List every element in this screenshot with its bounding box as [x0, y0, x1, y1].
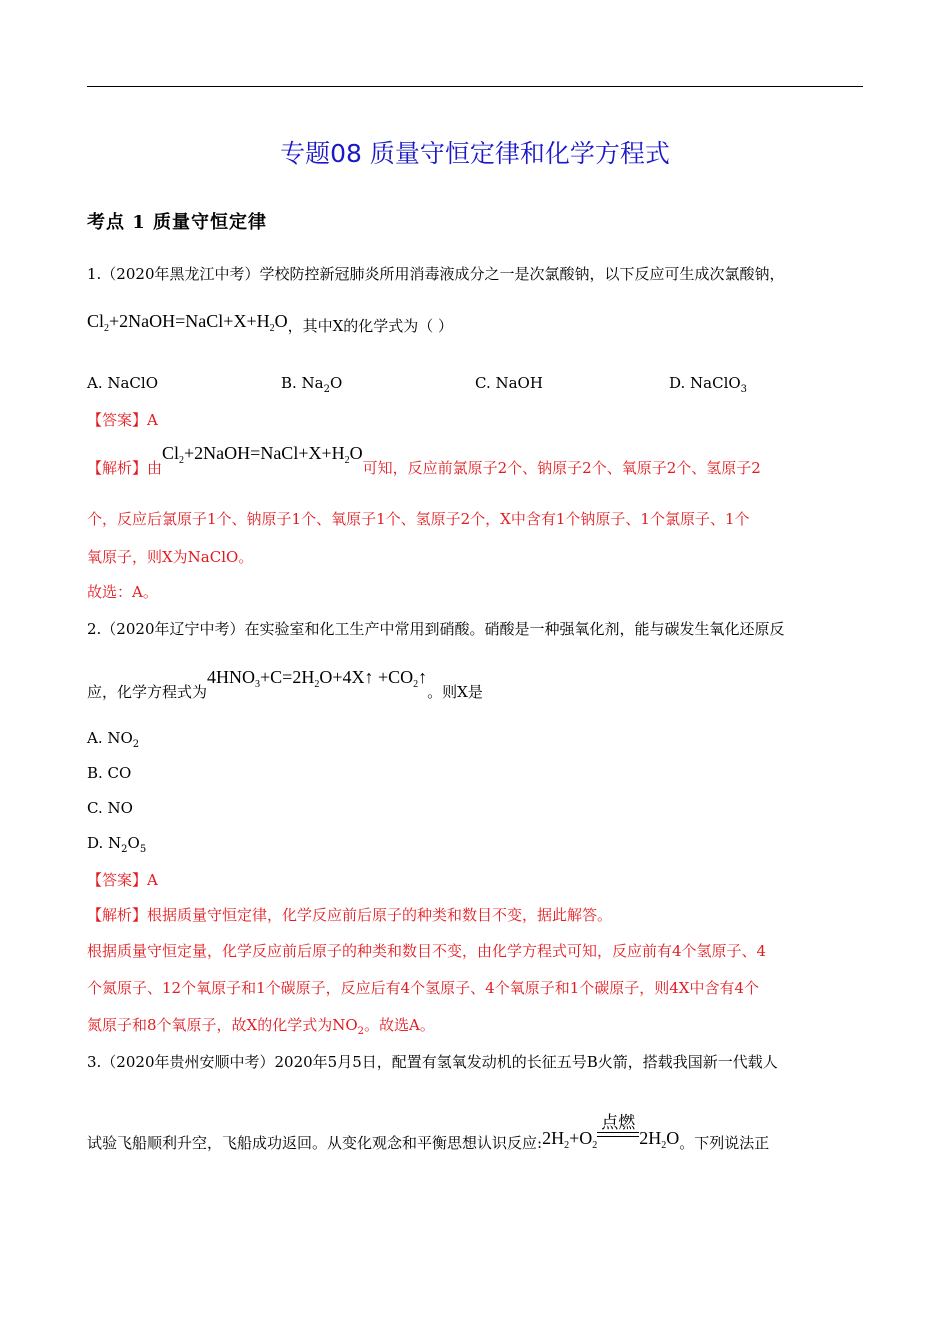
q2-option-a: A. $NO_2$: [87, 729, 140, 750]
section-heading: 考点 1 质量守恒定律: [87, 212, 268, 233]
page-title: 专题08 质量守恒定律和化学方程式: [280, 139, 670, 168]
q1-answer: 【答案】A: [87, 411, 158, 429]
q1-equation-line: $Cl_2+2NaOH=NaCl+X+H_2O$，其中X的化学式为（ ）: [87, 311, 454, 335]
q1-option-b: B. $Na_2O$: [281, 374, 343, 395]
q1-option-a: A. NaClO: [87, 374, 159, 392]
q3-stem-line2: 试验飞船顺利升空，飞船成功返回。从变化观念和平衡思想认识反应$:2H_2+O_2$ 点燃 $2H_2O$。下列说法正: [87, 1112, 770, 1152]
q2-option-d: D. $N_2O_5$: [87, 834, 147, 855]
q2-analysis-line3: 个氮原子、12个氧原子和1个碳原子，反应后有4个氢原子、4个氧原子和1个碳原子，则4X中含有4个: [87, 979, 760, 997]
q3-equation: $2H_2+O_2$ 点燃 $2H_2O$: [542, 1112, 680, 1151]
q1-analysis-equation: $Cl_2+2NaOH=NaCl+X+H_2O$: [162, 443, 363, 466]
reaction-condition: 点燃: [597, 1130, 639, 1150]
q2-answer: 【答案】A: [87, 871, 158, 889]
q2-analysis-line4: 氮原子和8个氧原子，故X的化学式为$NO_2$。故选A。: [87, 1016, 435, 1037]
q1-analysis-line2: 个，反应后氯原子1个、钠原子1个、氧原子1个、氢原子2个，X中含有1个钠原子、1个氯原子、1个: [87, 510, 750, 528]
q2-analysis-line2: 根据质量守恒定量，化学反应前后原子的种类和数目不变，由化学方程式可知，反应前有4个氢原子、4: [87, 942, 767, 960]
q1-option-c: C. NaOH: [475, 374, 543, 392]
q1-analysis-line3: 氧原子，则X为NaClO。: [87, 548, 254, 566]
q2-equation: $4HNO_3+C=2H_2O+4X↑$ $+CO_2↑$: [207, 667, 428, 690]
q2-analysis-line1: 【解析】根据质量守恒定律，化学反应前后原子的种类和数目不变，据此解答。: [87, 906, 613, 924]
q1-stem: 1.（2020年黑龙江中考）学校防控新冠肺炎所用消毒液成分之一是次氯酸钠，以下反应可生成次氯酸钠，: [87, 265, 785, 283]
q3-stem: 3.（2020年贵州安顺中考）2020年5月5日，配置有氢氧发动机的长征五号B火箭，搭载我国新一代载人: [87, 1053, 778, 1071]
q2-stem-line2: 应，化学方程式为$4HNO_3+C=2H_2O+4X↑$ $+CO_2↑$。则X是: [87, 667, 483, 701]
header-rule: [87, 86, 863, 87]
q1-analysis-line1: 【解析】由$Cl_2+2NaOH=NaCl+X+H_2O$可知，反应前氯原子2个、钠原子2个、氧原子2个、氢原子2: [87, 443, 761, 477]
q1-equation: $Cl_2+2NaOH=NaCl+X+H_2O$: [87, 311, 288, 334]
q2-stem: 2.（2020年辽宁中考）在实验室和化工生产中常用到硝酸。硝酸是一种强氧化剂，能与碳发生氧化还原反: [87, 620, 785, 638]
q2-option-c: C. NO: [87, 799, 133, 817]
q1-option-d: D. NaClO$_3$: [669, 374, 748, 395]
q2-option-b: B. CO: [87, 764, 132, 782]
q1-choose: 故选：A。: [87, 583, 158, 601]
